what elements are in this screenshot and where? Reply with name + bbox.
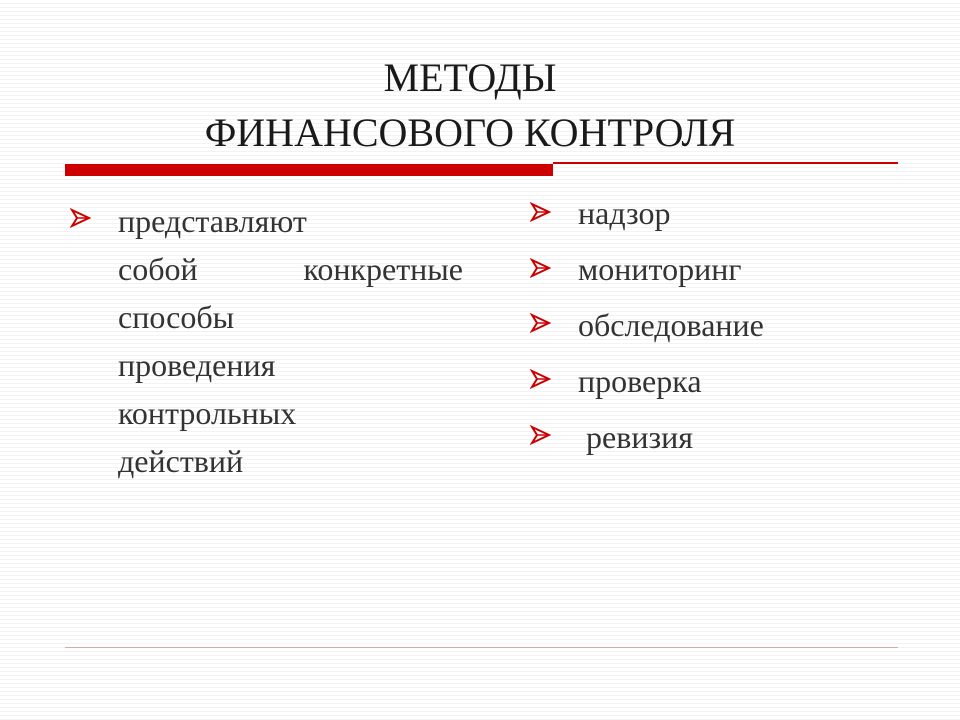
arrow-bullet-icon xyxy=(530,257,552,279)
method-item: надзор xyxy=(578,195,671,231)
slide-title xyxy=(120,50,820,160)
definition-line xyxy=(118,245,463,293)
definition-line: действий xyxy=(118,443,244,479)
definition-text xyxy=(118,197,463,485)
method-item: ревизия xyxy=(578,419,693,455)
definition-line: способы xyxy=(118,299,235,335)
title-line-1: МЕТОДЫ xyxy=(383,55,557,100)
footer-divider xyxy=(65,647,898,648)
definition-line: представляют xyxy=(118,203,307,239)
method-item: мониторинг xyxy=(578,251,742,287)
arrow-bullet-icon xyxy=(530,312,552,334)
definition-word: собой xyxy=(118,251,198,287)
method-item: обследование xyxy=(578,307,764,343)
title-divider-thick xyxy=(65,164,553,176)
method-item: проверка xyxy=(578,363,702,399)
title-divider-thin xyxy=(553,162,898,164)
arrow-bullet-icon xyxy=(530,424,552,446)
definition-word: конкретные xyxy=(303,251,463,287)
arrow-bullet-icon xyxy=(70,207,92,229)
arrow-bullet-icon xyxy=(530,368,552,390)
definition-line: контрольных xyxy=(118,395,297,431)
arrow-bullet-icon xyxy=(530,201,552,223)
definition-line: проведения xyxy=(118,347,276,383)
title-line-2: ФИНАНСОВОГО КОНТРОЛЯ xyxy=(204,110,736,155)
